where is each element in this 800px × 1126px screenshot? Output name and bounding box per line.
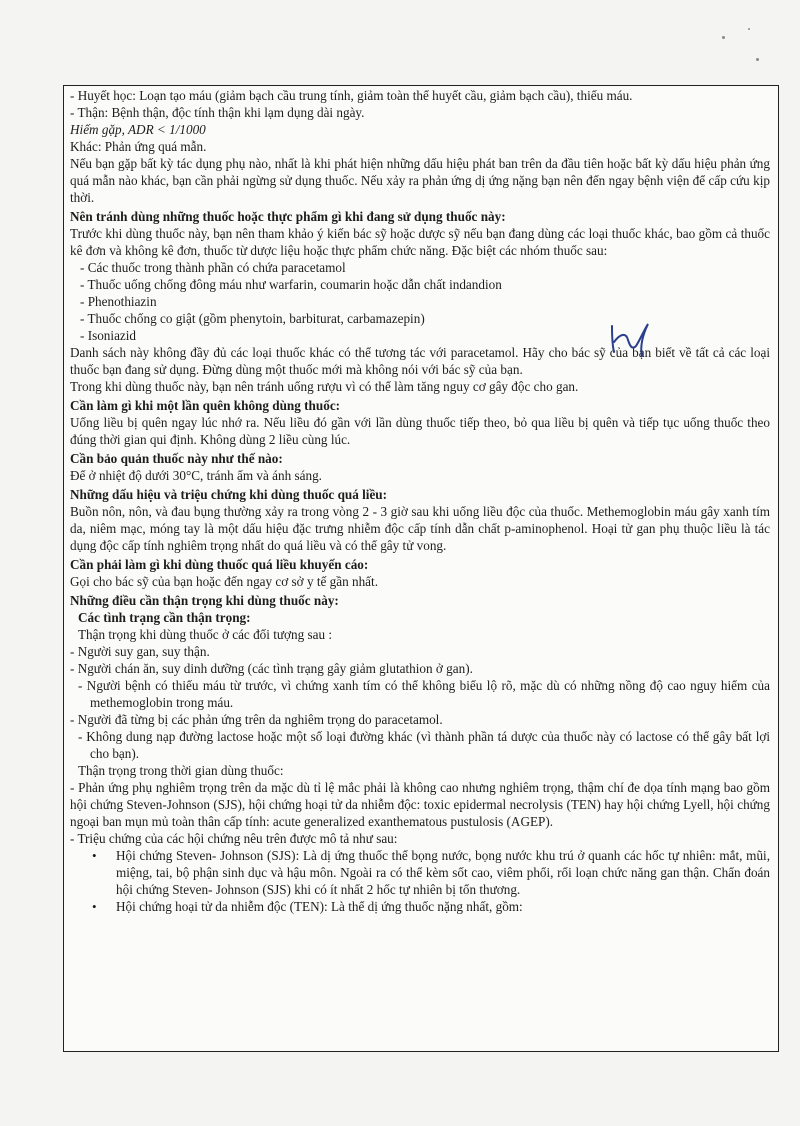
text-line: - Thận: Bệnh thận, độc tính thận khi lạm dụng dài ngày. [70, 105, 365, 120]
text-line: - Người suy gan, suy thận. [70, 644, 210, 659]
text-line: - Huyết học: Loạn tạo máu (giảm bạch cầu trung tính, giảm toàn thể huyết cầu, giảm bạch cầu), thiếu máu. [70, 88, 633, 103]
bullet-icon: • [92, 848, 97, 863]
bullet-text: Hội chứng hoại tử da nhiễm độc (TEN): Là thể dị ứng thuốc nặng nhất, gồm: [116, 899, 523, 914]
text-line: Hiếm gặp, ADR < 1/1000 [70, 122, 206, 137]
section-heading: Các tình trạng cần thận trọng: [78, 610, 251, 625]
section-heading: Cần phải làm gì khi dùng thuốc quá liều khuyến cáo: [70, 557, 369, 572]
section-heading: Những điều cần thận trọng khi dùng thuốc này: [70, 593, 339, 608]
section-heading: Những dấu hiệu và triệu chứng khi dùng thuốc quá liều: [70, 487, 388, 502]
list-item: - Thuốc uống chống đông máu như warfarin, coumarin hoặc dẫn chất indandion [80, 277, 502, 292]
text-line: Trước khi dùng thuốc này, bạn nên tham khảo ý kiến bác sỹ hoặc dược sỹ nếu bạn đang dùng các loại thuốc khác, bao gồm cả thuốc kê đơn và không kê đơn, thuốc từ dược liệu hoặc thực phẩm chức năng. Đặc biệt các nhóm thuốc sau: [70, 226, 770, 258]
text-line: Uống liều bị quên ngay lúc nhớ ra. Nếu liều đó gần với lần dùng thuốc tiếp theo, bỏ qua liều bị quên và tiếp tục uống thuốc theo đúng thời gian qui định. Không dùng 2 liều cùng lúc. [70, 415, 770, 447]
section-heading: Cần bảo quản thuốc này như thế nào: [70, 451, 283, 466]
list-item: - Isoniazid [80, 328, 137, 343]
text-line: - Phản ứng phụ nghiêm trọng trên da mặc dù tỉ lệ mắc phải là không cao nhưng nghiêm trọng, thậm chí đe dọa tính mạng bao gồm hội chứng Steven-Johnson (SJS), hội chứng hoại tử da nhiễm độc: toxic epidermal necrolysis (TEN) hay hội chứng Lyell, hội chứng ngoại ban mụn mủ toàn thân cấp tính: acute generalized exanthematous pustulosis (AGEP). [70, 780, 770, 829]
bullet-text: Hội chứng Steven- Johnson (SJS): Là dị ứng thuốc thể bọng nước, bọng nước khu trú ở quanh các hốc tự nhiên: mắt, mũi, miệng, tai, bộ phận sinh dục và hậu môn. Ngoài ra có thể kèm sốt cao, viêm phổi, rối loạn chức năng gan thận. Chẩn đoán hội chứng Steven- Johnson (SJS) khi có ít nhất 2 hốc tự nhiên bị tổn thương. [116, 848, 770, 897]
text-line: Danh sách này không đầy đủ các loại thuốc khác có thể tương tác với paracetamol. Hãy cho bác sỹ của bạn biết về tất cả các loại thuốc bạn đang sử dụng. Đừng dùng một thuốc mới mà không nói với bác sỹ của bạn. [70, 345, 770, 377]
document-body [70, 87, 770, 915]
text-line: Để ở nhiệt độ dưới 30°C, tránh ẩm và ánh sáng. [70, 468, 322, 483]
handwritten-initial-icon [600, 320, 660, 360]
text-line: - Không dung nạp đường lactose hoặc một số loại đường khác (vì thành phần tá dược của thuốc này có lactose có thể gây bất lợi cho bạn). [78, 729, 770, 761]
list-item: - Phenothiazin [80, 294, 157, 309]
list-item: - Các thuốc trong thành phần có chứa paracetamol [80, 260, 346, 275]
text-line: Trong khi dùng thuốc này, bạn nên tránh uống rượu vì có thể làm tăng nguy cơ gây độc cho gan. [70, 379, 579, 394]
scan-speck [722, 36, 725, 39]
text-line: Gọi cho bác sỹ của bạn hoặc đến ngay cơ sở y tế gần nhất. [70, 574, 379, 589]
text-line: Buồn nôn, nôn, và đau bụng thường xảy ra trong vòng 2 - 3 giờ sau khi uống liều độc của thuốc. Methemoglobin máu gây xanh tím da, niêm mạc, móng tay là một dấu hiệu đặc trưng nhiễm độc cấp tính dẫn chất p-aminophenol. Hoại tử gan phụ thuộc liều là tác dụng độc cấp tính nghiêm trọng nhất do quá liều và có thể gây tử vong. [70, 504, 770, 553]
scan-speck [748, 28, 750, 30]
section-heading: Cần làm gì khi một lần quên không dùng thuốc: [70, 398, 341, 413]
text-line: - Người chán ăn, suy dinh dưỡng (các tình trạng gây giảm glutathion ở gan). [70, 661, 473, 676]
scan-speck [756, 58, 759, 61]
text-line: - Triệu chứng của các hội chứng nêu trên được mô tả như sau: [70, 831, 398, 846]
text-line: Thận trọng khi dùng thuốc ở các đối tượng sau : [78, 627, 333, 642]
bullet-icon: • [92, 899, 97, 914]
section-heading: Nên tránh dùng những thuốc hoặc thực phẩm gì khi đang sử dụng thuốc này: [70, 209, 506, 224]
list-item: - Thuốc chống co giật (gồm phenytoin, barbiturat, carbamazepin) [80, 311, 425, 326]
bullet-item [70, 898, 770, 915]
bullet-item [70, 847, 770, 898]
text-line: - Người đã từng bị các phản ứng trên da nghiêm trọng do paracetamol. [70, 712, 443, 727]
text-line: - Người bệnh có thiếu máu từ trước, vì chứng xanh tím có thể không biểu lộ rõ, mặc dù có những nồng độ cao nguy hiểm của methemoglobin trong máu. [78, 678, 770, 710]
text-line: Thận trọng trong thời gian dùng thuốc: [78, 763, 284, 778]
text-line: Nếu bạn gặp bất kỳ tác dụng phụ nào, nhất là khi phát hiện những dấu hiệu phát ban trên da đầu tiên hoặc bất kỳ dấu hiệu phản ứng quá mẫn nào khác, bạn cần phải ngừng sử dụng thuốc. Nếu xảy ra phản ứng dị ứng nặng bạn nên đến ngay bệnh viện để cấp cứu kịp thời. [70, 156, 770, 205]
text-line: Khác: Phản ứng quá mẫn. [70, 139, 207, 154]
